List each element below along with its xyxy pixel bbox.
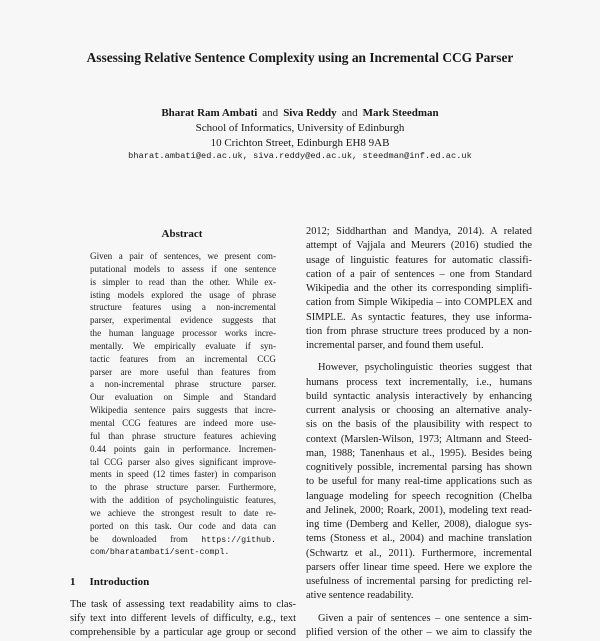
- abstract-line: to the phrase structure parser. Furthermore,: [90, 482, 276, 493]
- abstract-line: tal CCG parser also gives significant improve-: [90, 456, 276, 467]
- abstract-line: is simpler to read than the other. While ex-: [90, 276, 276, 287]
- intro-line: The task of assessing text readability aims to clas-: [70, 599, 296, 610]
- abstract-body: [90, 250, 276, 558]
- paragraph-1: [306, 225, 532, 353]
- author-emails: bharat.ambati@ed.ac.uk, siva.reddy@ed.ac.uk, steedman@inf.ed.ac.uk: [128, 151, 472, 161]
- body-line: usage of linguistic features for automatic classifi-: [306, 254, 532, 266]
- body-line: tems (Stoness et al., 2004) and machine translation: [306, 533, 532, 545]
- body-line: Given a pair of sentences – one sentence a sim-: [318, 612, 532, 624]
- abstract-line: mentally. We empirically evaluate if syn-: [90, 340, 276, 351]
- abstract-line: we achieve the strongest result to date re-: [90, 507, 276, 518]
- author-2: Siva Reddy: [283, 107, 337, 119]
- body-line: plified version of the other – we aim to classify the: [306, 626, 532, 638]
- abstract-line: ments in speed (12 times faster) in comparison: [90, 469, 276, 480]
- section-title: Introduction: [89, 576, 150, 588]
- intro-line: comprehensible by a particular age group or second: [70, 627, 296, 639]
- body-line: parsers offer linear time speed. Here we explore the: [306, 561, 532, 573]
- body-line: attempt of Vajjala and Meurers (2016) studied the: [306, 240, 532, 252]
- body-line: 2012; Siddharthan and Mandya, 2014). A related: [306, 226, 532, 237]
- paragraph-2: [306, 361, 532, 603]
- body-line: man, 1988; Tanenhaus et al., 1995). Besides being: [306, 447, 532, 459]
- abstract-line: [90, 545, 276, 558]
- abstract-line: Given a pair of sentences, we present com-: [90, 251, 276, 261]
- body-line: sis on the basis of the plausibility with respect to: [306, 419, 532, 431]
- abstract-line: 0.44 points gain in performance. Incremen-: [90, 443, 276, 454]
- body-line: However, psycholinguistic theories suggest that: [318, 362, 532, 374]
- body-line: cognitively possible, incremental parsing has shown: [306, 462, 532, 473]
- author-line: [0, 106, 600, 121]
- intro-line: sify text into different levels of difficulty, e.g., text: [70, 613, 296, 625]
- body-line: SIMPLE. As syntactic features, they use informa-: [306, 311, 532, 323]
- section-number: 1: [70, 576, 76, 588]
- body-line: language modeling for speech recognition (Chelba: [306, 490, 532, 502]
- introduction-body: [70, 598, 296, 641]
- body-line: Wikipedia and the other its corresponding simplifi-: [306, 283, 532, 294]
- abstract-line: mental CCG features are indeed more use-: [90, 417, 276, 428]
- author-3: Mark Steedman: [362, 107, 439, 119]
- abstract-line: tactic features from an incremental CCG: [90, 353, 276, 364]
- body-line: tion from phrase structure trees produced by a non-: [306, 325, 532, 337]
- body-line: to be useful for many real-time applications such as: [306, 476, 532, 488]
- abstract-line: Our evaluation on Simple and Standard: [90, 392, 276, 403]
- abstract-line: parser, experimental evidence suggests that: [90, 315, 276, 326]
- affiliation: School of Informatics, University of Edinburgh: [195, 122, 405, 134]
- body-line: and Jelinek, 2000; Roark, 2001), modeling text read-: [306, 504, 532, 516]
- abstract-line: a non-incremental phrase structure parser.: [90, 379, 276, 390]
- abstract-line: ful than phrase structure features achieving: [90, 430, 276, 441]
- abstract-line: structure features using a non-incremental: [90, 302, 276, 313]
- body-line: ative sentence readability.: [306, 590, 414, 602]
- author-conj-2: and: [341, 107, 358, 119]
- author-1: Bharat Ram Ambati: [161, 107, 258, 119]
- abstract-heading: Abstract: [161, 228, 203, 240]
- address: 10 Crichton Street, Edinburgh EH8 9AB: [210, 137, 390, 149]
- paragraph-gap: [306, 353, 532, 361]
- body-line: cation of a pair of sentences – one from Standard: [306, 268, 532, 280]
- body-line: incremental parser, and found them useful.: [306, 340, 484, 351]
- abstract-line: [90, 533, 276, 546]
- body-line: (Schwartz et al., 2011). Furthermore, incremental: [306, 547, 532, 559]
- body-line: ing time (Demberg and Keller, 2008), dialogue sys-: [306, 519, 532, 530]
- abstract-line: putational models to assess if one sentence: [90, 263, 276, 274]
- paragraph-gap: [306, 604, 532, 612]
- abstract-line-text: be downloaded from: [90, 533, 188, 544]
- abstract-line: the human language processor works incre-: [90, 328, 276, 339]
- author-block: [0, 106, 600, 151]
- body-line: cation from Simple Wikipedia – into COMPLEX and: [306, 297, 532, 309]
- body-line: build syntactic analysis interactively by enhancing: [306, 390, 532, 402]
- abstract-line: parser are more useful than features from: [90, 366, 276, 377]
- code-url-part-2[interactable]: com/bharatambati/sent-compl.: [90, 548, 230, 558]
- abstract-line: ported on this task. Our code and data can: [90, 520, 276, 531]
- body-line: humans process text incrementally, i.e., humans: [306, 376, 532, 388]
- paragraph-3: [306, 612, 532, 641]
- body-line: usefulness of incremental parsing for predicting rel-: [306, 576, 532, 587]
- abstract-line: Wikipedia sentence pairs suggests that incre-: [90, 405, 276, 416]
- abstract-line: isting models explored the usage of phrase: [90, 289, 276, 300]
- code-url-part-1[interactable]: https://github.: [201, 535, 276, 545]
- body-line: context (Marslen-Wilson, 1973; Altmann and Steed-: [306, 433, 532, 445]
- abstract-line: with the addition of psycholinguistic features,: [90, 495, 276, 506]
- right-column: [306, 225, 532, 640]
- paper-title: Assessing Relative Sentence Complexity using an Incremental CCG Parser: [86, 50, 514, 65]
- section-heading-introduction: [70, 576, 149, 588]
- body-line: current analysis or choosing an alternative analy-: [306, 405, 532, 416]
- author-conj-1: and: [262, 107, 279, 119]
